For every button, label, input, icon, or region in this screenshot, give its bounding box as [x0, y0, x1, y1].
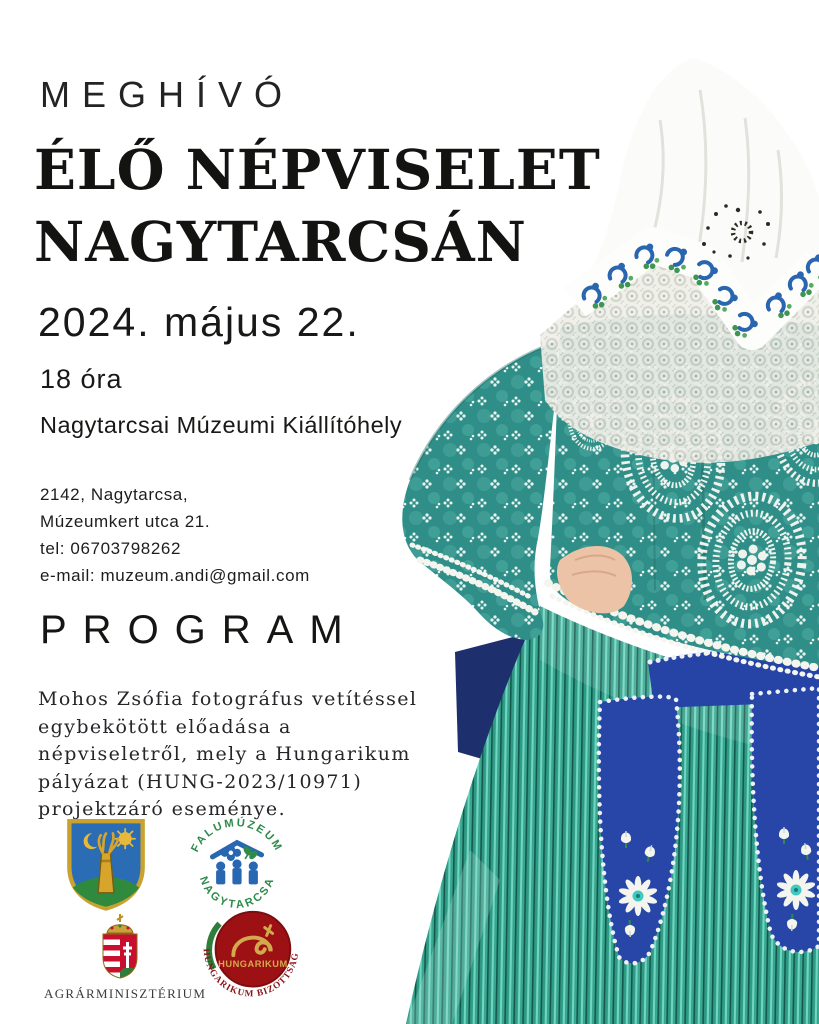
address-line: Múzeumkert utca 21. — [40, 512, 211, 531]
nagytarcsa-coat-of-arms-logo — [62, 816, 150, 912]
hungarikum-center-text: HUNGARIKUM — [218, 958, 288, 969]
contact-block — [40, 481, 310, 589]
hungarian-coat-of-arms-icon — [90, 912, 150, 982]
invitation-kicker: MEGHÍVÓ — [40, 74, 295, 115]
address-line: 2142, Nagytarcsa, — [40, 485, 189, 504]
event-title-line1: ÉLŐ NÉPVISELET — [34, 137, 601, 202]
email-line: e-mail: muzeum.andi@gmail.com — [40, 566, 310, 585]
program-description: Mohos Zsófia fotográfus vetítéssel egybekötött előadása a népviseletről, mely a Hungarikum pályázat (HUNG-2023/10971) projektzáró eseménye. — [38, 688, 418, 820]
agrarminiszterium-caption: AGRÁRMINISZTÉRIUM — [44, 986, 207, 1001]
nagytarcsa-coat-of-arms-icon — [62, 816, 150, 912]
event-time: 18 óra — [40, 364, 123, 394]
agrarminiszterium-logo — [44, 912, 207, 1002]
event-date: 2024. május 22. — [38, 299, 360, 345]
hungarikum-bizottsag-logo — [196, 904, 304, 1014]
phone-line: tel: 06703798262 — [40, 539, 182, 558]
event-title-line2: NAGYTARCSÁN — [34, 209, 527, 274]
hungarikum-bizottsag-icon — [196, 904, 304, 1014]
jacket-sleeve — [402, 342, 558, 640]
event-venue: Nagytarcsai Múzeumi Kiállítóhely — [40, 412, 403, 438]
falumuzeum-arc-top-text: FALUMÚZEUM — [189, 816, 285, 855]
falumuzeum-arc-bottom-text: NAGYTARCSA — [196, 874, 278, 912]
falumuzeum-icon — [186, 812, 288, 914]
falumuzeum-logo — [186, 812, 288, 914]
program-heading: PROGRAM — [40, 608, 359, 652]
event-title — [34, 134, 601, 278]
falumuzeum-house-icon — [213, 843, 262, 885]
hungarikum-arc-text: HUNGARIKUM BIZOTTSÁG — [200, 948, 302, 1000]
